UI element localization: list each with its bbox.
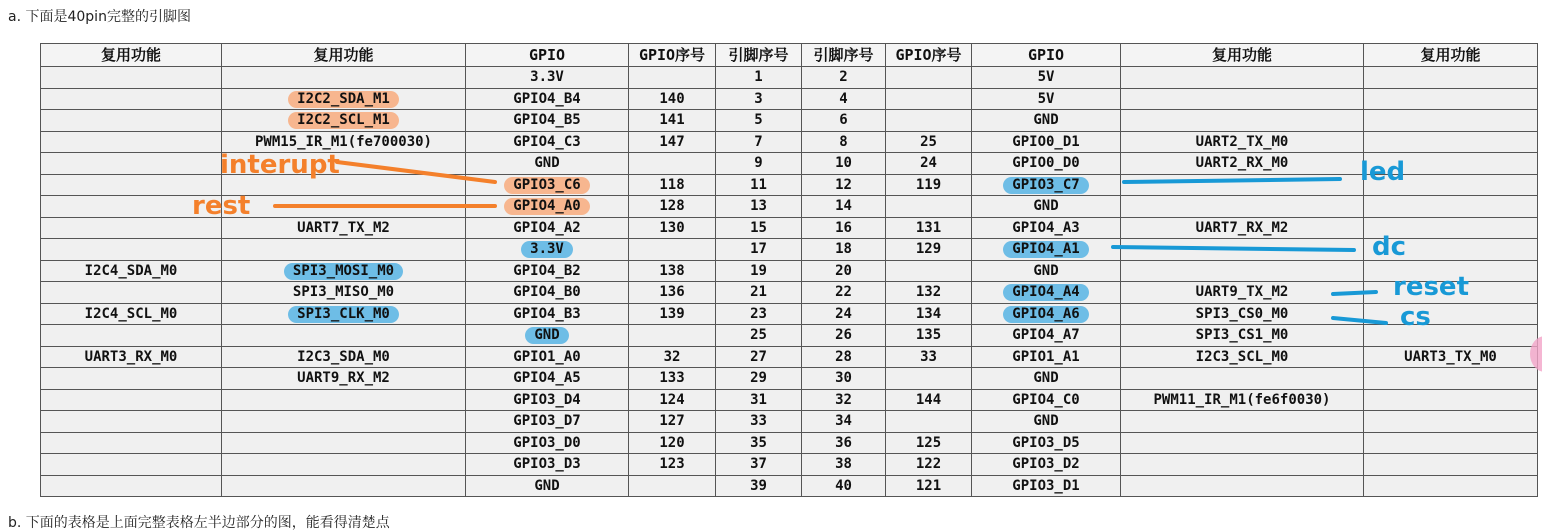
table-cell: 38 (802, 454, 886, 476)
led-line (1124, 179, 1340, 182)
table-cell: 18 (802, 239, 886, 261)
highlighted-pin-label: I2C2_SDA_M1 (288, 91, 399, 108)
table-cell: 122 (886, 454, 972, 476)
column-header: 引脚序号 (716, 44, 802, 67)
table-cell: 147 (629, 131, 716, 153)
table-cell: SPI3_CS0_M0 (1121, 303, 1364, 325)
table-cell: GPIO0_D0 (972, 153, 1121, 175)
table-cell: 133 (629, 368, 716, 390)
table-cell: GPIO3_D0 (466, 432, 629, 454)
table-cell: 28 (802, 346, 886, 368)
table-cell: GND (972, 411, 1121, 433)
table-cell: GND (466, 153, 629, 175)
table-cell: 120 (629, 432, 716, 454)
cs-line (1333, 318, 1386, 323)
table-cell: GPIO3_D5 (972, 432, 1121, 454)
table-cell: 135 (886, 325, 972, 347)
table-cell: GPIO4_A3 (972, 217, 1121, 239)
column-header: 复用功能 (41, 44, 222, 67)
table-cell: PWM11_IR_M1(fe6f0030) (1121, 389, 1364, 411)
table-cell: 22 (802, 282, 886, 304)
table-cell: 8 (802, 131, 886, 153)
table-cell: 5 (716, 110, 802, 132)
table-cell: 37 (716, 454, 802, 476)
table-cell: UART9_TX_M2 (1121, 282, 1364, 304)
table-cell: 39 (716, 475, 802, 497)
highlighted-pin-label: SPI3_CLK_M0 (288, 306, 399, 323)
table-cell: 130 (629, 217, 716, 239)
interupt-line (337, 162, 495, 182)
table-cell: 118 (629, 174, 716, 196)
table-cell: GPIO4_A2 (466, 217, 629, 239)
interupt-annotation: interupt (220, 150, 340, 180)
table-cell: GPIO4_B0 (466, 282, 629, 304)
table-cell: GPIO4_B4 (466, 88, 629, 110)
highlighted-pin-label: I2C2_SCL_M1 (288, 112, 399, 129)
table-cell: 144 (886, 389, 972, 411)
table-cell: 136 (629, 282, 716, 304)
highlighted-pin-label: GPIO3_C6 (504, 177, 589, 194)
table-cell: GPIO4_C0 (972, 389, 1121, 411)
table-cell: 26 (802, 325, 886, 347)
table-cell: 20 (802, 260, 886, 282)
table-cell: GND (972, 368, 1121, 390)
table-cell: GPIO1_A1 (972, 346, 1121, 368)
table-cell: 25 (886, 131, 972, 153)
table-cell: 132 (886, 282, 972, 304)
table-cell: SPI3_MISO_M0 (222, 282, 466, 304)
table-cell: 29 (716, 368, 802, 390)
table-cell: 14 (802, 196, 886, 218)
table-cell: I2C3_SCL_M0 (1121, 346, 1364, 368)
table-cell: 121 (886, 475, 972, 497)
table-cell: 4 (802, 88, 886, 110)
table-cell: 27 (716, 346, 802, 368)
table-cell: SPI3_CS1_M0 (1121, 325, 1364, 347)
table-cell: GPIO4_A7 (972, 325, 1121, 347)
column-header: 复用功能 (1121, 44, 1364, 67)
table-cell: 35 (716, 432, 802, 454)
table-cell: GPIO3_D2 (972, 454, 1121, 476)
column-header: 复用功能 (222, 44, 466, 67)
table-cell: 124 (629, 389, 716, 411)
table-cell: 24 (802, 303, 886, 325)
highlighted-pin-label: GPIO4_A6 (1003, 306, 1088, 323)
table-cell: GPIO4_B3 (466, 303, 629, 325)
table-cell: 5V (972, 67, 1121, 89)
table-cell: 17 (716, 239, 802, 261)
table-cell: 129 (886, 239, 972, 261)
table-cell: UART3_RX_M0 (41, 346, 222, 368)
table-cell: 125 (886, 432, 972, 454)
table-cell: PWM15_IR_M1(fe700030) (222, 131, 466, 153)
table-cell: 15 (716, 217, 802, 239)
table-cell: GND (466, 475, 629, 497)
table-cell: UART3_TX_M0 (1364, 346, 1538, 368)
table-cell: I2C3_SDA_M0 (222, 346, 466, 368)
table-cell: UART9_RX_M2 (222, 368, 466, 390)
table-cell: 23 (716, 303, 802, 325)
dc-line (1113, 247, 1354, 250)
table-cell: 36 (802, 432, 886, 454)
table-cell: 9 (716, 153, 802, 175)
table-cell: UART2_RX_M0 (1121, 153, 1364, 175)
column-header: 引脚序号 (802, 44, 886, 67)
highlighted-pin-label: GPIO4_A0 (504, 198, 589, 215)
table-cell: GPIO4_B2 (466, 260, 629, 282)
table-cell: GPIO4_B5 (466, 110, 629, 132)
table-cell: 131 (886, 217, 972, 239)
table-cell: 40 (802, 475, 886, 497)
table-cell: 16 (802, 217, 886, 239)
table-cell: 30 (802, 368, 886, 390)
table-cell: GPIO0_D1 (972, 131, 1121, 153)
table-cell: 6 (802, 110, 886, 132)
table-cell: I2C4_SDA_M0 (41, 260, 222, 282)
table-cell: GPIO4_C3 (466, 131, 629, 153)
column-header: GPIO序号 (629, 44, 716, 67)
column-header: GPIO (972, 44, 1121, 67)
table-cell: 3.3V (466, 67, 629, 89)
table-cell: 32 (629, 346, 716, 368)
table-cell: GPIO3_D1 (972, 475, 1121, 497)
table-cell: GND (972, 110, 1121, 132)
table-cell: 140 (629, 88, 716, 110)
column-header: 复用功能 (1364, 44, 1538, 67)
highlighted-pin-label: GPIO4_A1 (1003, 241, 1088, 258)
column-header: GPIO序号 (886, 44, 972, 67)
table-cell: GPIO3_D7 (466, 411, 629, 433)
table-cell: I2C4_SCL_M0 (41, 303, 222, 325)
table-cell: 123 (629, 454, 716, 476)
table-cell: 141 (629, 110, 716, 132)
dc-annotation: dc (1372, 232, 1407, 262)
table-cell: 11 (716, 174, 802, 196)
table-cell: 34 (802, 411, 886, 433)
table-cell: 7 (716, 131, 802, 153)
table-cell: 25 (716, 325, 802, 347)
table-cell: 5V (972, 88, 1121, 110)
table-cell: UART2_TX_M0 (1121, 131, 1364, 153)
table-cell: UART7_TX_M2 (222, 217, 466, 239)
highlighted-pin-label: GND (525, 327, 568, 344)
table-cell: GND (972, 196, 1121, 218)
footer-caption: b. 下面的表格是上面完整表格左半边部分的图，能看得清楚点 (8, 515, 390, 531)
table-cell: GND (972, 260, 1121, 282)
reset-annotation: reset (1393, 272, 1469, 302)
table-cell: 10 (802, 153, 886, 175)
table-cell: 119 (886, 174, 972, 196)
table-cell: 32 (802, 389, 886, 411)
table-cell: 33 (716, 411, 802, 433)
table-cell: 12 (802, 174, 886, 196)
table-cell: 33 (886, 346, 972, 368)
table-cell: 139 (629, 303, 716, 325)
table-cell: 19 (716, 260, 802, 282)
table-cell: 24 (886, 153, 972, 175)
table-cell: 134 (886, 303, 972, 325)
table-cell: GPIO3_D4 (466, 389, 629, 411)
reset-line (1333, 292, 1376, 294)
highlighted-pin-label: SPI3_MOSI_M0 (284, 263, 403, 280)
column-header: GPIO (466, 44, 629, 67)
table-cell: 138 (629, 260, 716, 282)
table-cell: 21 (716, 282, 802, 304)
table-cell: GPIO1_A0 (466, 346, 629, 368)
highlighted-pin-label: GPIO3_C7 (1003, 177, 1088, 194)
table-cell: 3 (716, 88, 802, 110)
highlighted-pin-label: 3.3V (521, 241, 573, 258)
cs-annotation: cs (1400, 302, 1431, 332)
table-cell: 127 (629, 411, 716, 433)
table-cell: GPIO4_A5 (466, 368, 629, 390)
table-cell: 128 (629, 196, 716, 218)
table-cell: 13 (716, 196, 802, 218)
highlighted-pin-label: GPIO4_A4 (1003, 284, 1088, 301)
table-cell: 31 (716, 389, 802, 411)
led-annotation: led (1360, 157, 1406, 187)
table-cell: 2 (802, 67, 886, 89)
table-cell: GPIO3_D3 (466, 454, 629, 476)
table-cell: 1 (716, 67, 802, 89)
intro-caption: a. 下面是40pin完整的引脚图 (8, 9, 191, 25)
table-cell: UART7_RX_M2 (1121, 217, 1364, 239)
rest-annotation: rest (192, 191, 251, 221)
